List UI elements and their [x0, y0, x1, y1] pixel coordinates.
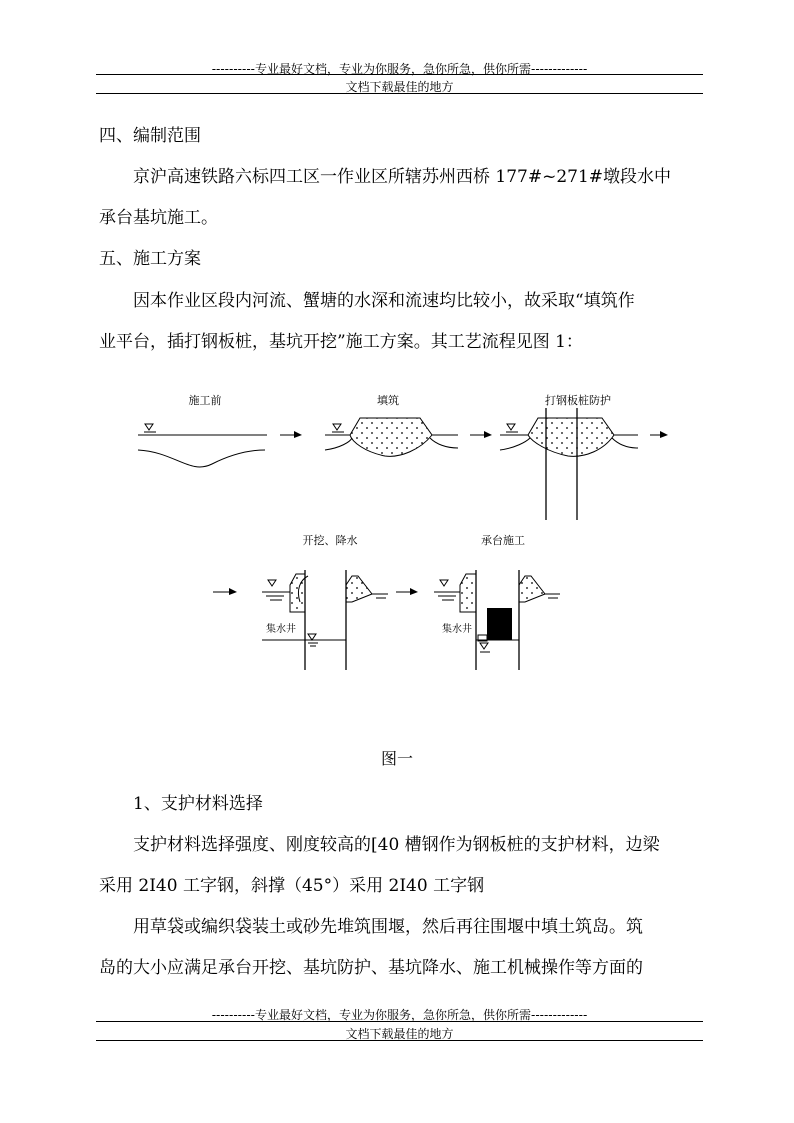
section-4-text-line-1: 京沪高速铁路六标四工区一作业区所辖苏州西桥 177#~271#墩段水中: [133, 167, 672, 187]
footer-rule: [96, 1021, 703, 1022]
stage-3-sketch: [500, 408, 638, 520]
section-5-heading: 五、施工方案: [99, 249, 201, 269]
section-4-text-line-2: 承台基坑施工。: [99, 208, 218, 228]
subsection-1-heading: 1、支护材料选择: [133, 794, 263, 814]
stage-5-sketch: [434, 570, 560, 670]
paragraph-line-2: 岛的大小应满足承台开挖、基坑防护、基坑降水、施工机械操作等方面的: [99, 958, 643, 978]
stage-2-sketch: [325, 418, 458, 456]
stage-4-sketch: [262, 570, 388, 670]
arrow-5: [396, 588, 418, 595]
section-4-heading: 四、编制范围: [99, 126, 201, 146]
subsection-1-text-line-2: 采用 2I40 工字钢，斜撑（45°）采用 2I40 工字钢: [99, 876, 485, 896]
sump-label-1: 集水井: [266, 624, 296, 635]
process-flow-diagram: [0, 380, 794, 710]
footer-tagline: ----------专业最好文档，专业为你服务，急你所急，供你所需-------------: [211, 1008, 588, 1022]
paragraph-line-1: 用草袋或编织袋装土或砂先堆筑围堰，然后再往围堰中填土筑岛。筑: [133, 917, 643, 937]
stage-2-label: 填筑: [377, 394, 399, 407]
arrow-4: [213, 588, 237, 595]
arrow-1: [280, 431, 302, 438]
section-5-text-line-1: 因本作业区段内河流、蟹塘的水深和流速均比较小，故采取“填筑作: [133, 291, 635, 311]
stage-5-label: 承台施工: [481, 534, 525, 547]
arrow-2: [470, 431, 492, 438]
header-rule-bottom: [96, 93, 703, 94]
header-rule: [96, 74, 703, 75]
subsection-1-text-line-1: 支护材料选择强度、刚度较高的[40 槽钢作为钢板桩的支护材料，边梁: [133, 835, 660, 855]
arrow-3: [650, 431, 668, 438]
figure-caption: 图一: [380, 749, 413, 768]
header-subtitle: 文档下载最佳的地方: [345, 80, 454, 94]
footer-subtitle: 文档下载最佳的地方: [345, 1027, 454, 1041]
header-tagline: ----------专业最好文档，专业为你服务，急你所急，供你所需-------------: [211, 62, 588, 76]
stage-1-sketch: [138, 424, 267, 467]
stage-3-label: 打钢板桩防护: [545, 394, 611, 407]
sump-label-2: 集水井: [442, 624, 472, 635]
stage-4-label: 开挖、降水: [302, 534, 358, 547]
footer-rule-bottom: [96, 1040, 703, 1041]
section-5-text-line-2: 业平台，插打钢板桩，基坑开挖”施工方案。其工艺流程见图 1：: [99, 332, 583, 352]
stage-1-label: 施工前: [188, 394, 222, 407]
